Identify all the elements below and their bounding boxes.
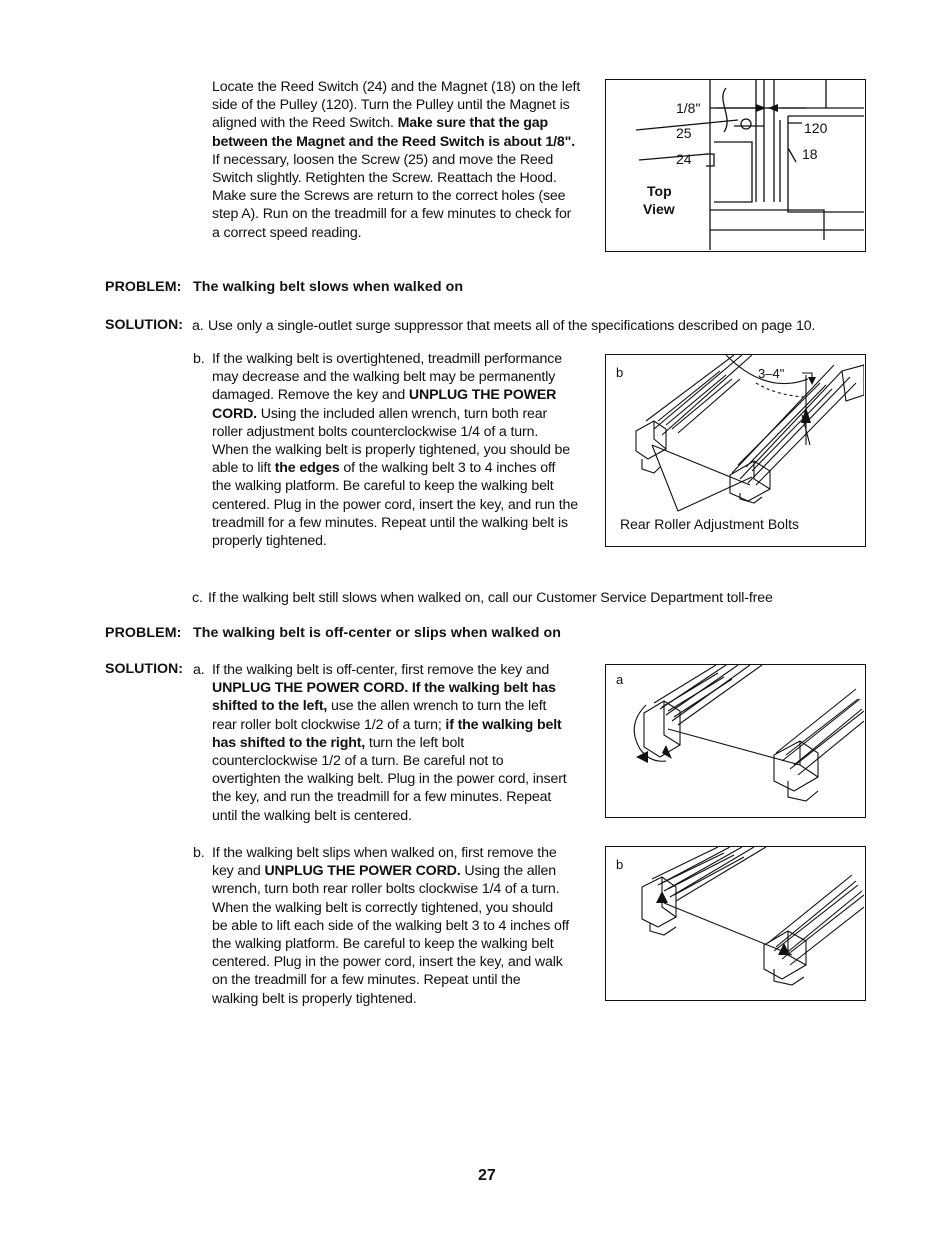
label-top: Top xyxy=(647,183,672,199)
solution-2-a-letter: a. xyxy=(193,662,205,678)
top-view-drawing xyxy=(606,80,864,250)
label-part-18: 18 xyxy=(802,146,818,162)
solution-1-b-letter: b. xyxy=(193,351,205,367)
label-part-24: 24 xyxy=(676,151,692,167)
label-gap: 1/8" xyxy=(676,100,701,116)
label-part-25: 25 xyxy=(676,125,692,141)
problem-text: The walking belt is off-center or slips when walked on xyxy=(193,625,562,641)
off-center-figure xyxy=(605,664,866,818)
solution-2-b-letter: b. xyxy=(193,845,205,861)
problem-2 xyxy=(105,625,561,641)
solution-2-b: If the walking belt slips when walked on, first remove the key and UNPLUG THE POWER CORD. Using the allen wrench, turn both rear roller bolts clockwise 1/4 of a turn. When the walking belt is correctly tightened, you should be able to lift each side of the walking belt 3 to 4 inches off the walking platform. Be careful to keep the walking belt centered. Plug in the power cord, insert the key, and walk on the treadmill for a few minutes. Repeat until the walking belt is properly tightened. xyxy=(212,845,570,1007)
off-center-drawing xyxy=(606,665,864,816)
problem-label: PROBLEM: xyxy=(105,279,182,295)
figure-letter-a: a xyxy=(616,672,624,687)
top-view-figure xyxy=(605,79,866,252)
problem-label: PROBLEM: xyxy=(105,625,182,641)
figure-letter-b: b xyxy=(616,857,624,872)
label-part-120: 120 xyxy=(804,120,828,136)
slips-figure xyxy=(605,846,866,1001)
solution-1-b: If the walking belt is overtightened, treadmill performance may decrease and the walking belt may be permanently damaged. Remove the key and UNPLUG THE POWER CORD. Using the included allen wrench, turn both rear roller adjustment bolts counterclockwise 1/4 of a turn. When the walking belt is properly tightened, you should be able to lift the edges of the walking belt 3 to 4 inches off the walking platform. Be careful to keep the walking belt centered. Plug in the power cord, insert the key, and run the treadmill for a few minutes. Repeat until the walking belt is properly tightened. xyxy=(212,351,578,550)
solution-label: SOLUTION: xyxy=(105,317,184,333)
solution-1-a: a. Use only a single-outlet surge suppressor that meets all of the specifications described on page 10. xyxy=(192,318,816,334)
figure-caption: Rear Roller Adjustment Bolts xyxy=(620,516,799,532)
figure-letter-b: b xyxy=(616,365,624,380)
problem-text: The walking belt slows when walked on xyxy=(193,279,464,295)
rear-roller-figure xyxy=(605,354,866,547)
slips-drawing xyxy=(606,847,864,999)
page-number: 27 xyxy=(478,1167,496,1184)
solution-2-a: If the walking belt is off-center, first remove the key and UNPLUG THE POWER CORD. If the walking belt has shifted to the left, use the allen wrench to turn the left rear roller bolt clockwise 1/2 of a turn; if the walking belt has shifted to the right, turn the left bolt counterclockwise 1/2 of a turn. Be careful not to overtighten the walking belt. Plug in the power cord, insert the key, and run the treadmill for a few minutes. Repeat until the walking belt is centered. xyxy=(212,662,567,824)
reed-switch-paragraph: Locate the Reed Switch (24) and the Magnet (18) on the left side of the Pulley (120). Turn the Pulley until the Magnet is aligned with the Reed Switch. Make sure that the gap between the Magnet and the Reed Switch is about 1/8". If necessary, loosen the Screw (25) and move the Reed Switch slightly. Retighten the Screw. Reattach the Hood. Make sure the Screws are return to the correct holes (see step A). Run on the treadmill for a few minutes to check for a correct speed reading. xyxy=(212,79,581,241)
solution-1-c: c. If the walking belt still slows when walked on, call our Customer Service Department toll-free xyxy=(192,590,773,606)
label-3-4-inches: 3–4" xyxy=(758,366,785,381)
label-view: View xyxy=(643,201,675,217)
solution-label: SOLUTION: xyxy=(105,661,184,677)
problem-1 xyxy=(105,279,463,295)
